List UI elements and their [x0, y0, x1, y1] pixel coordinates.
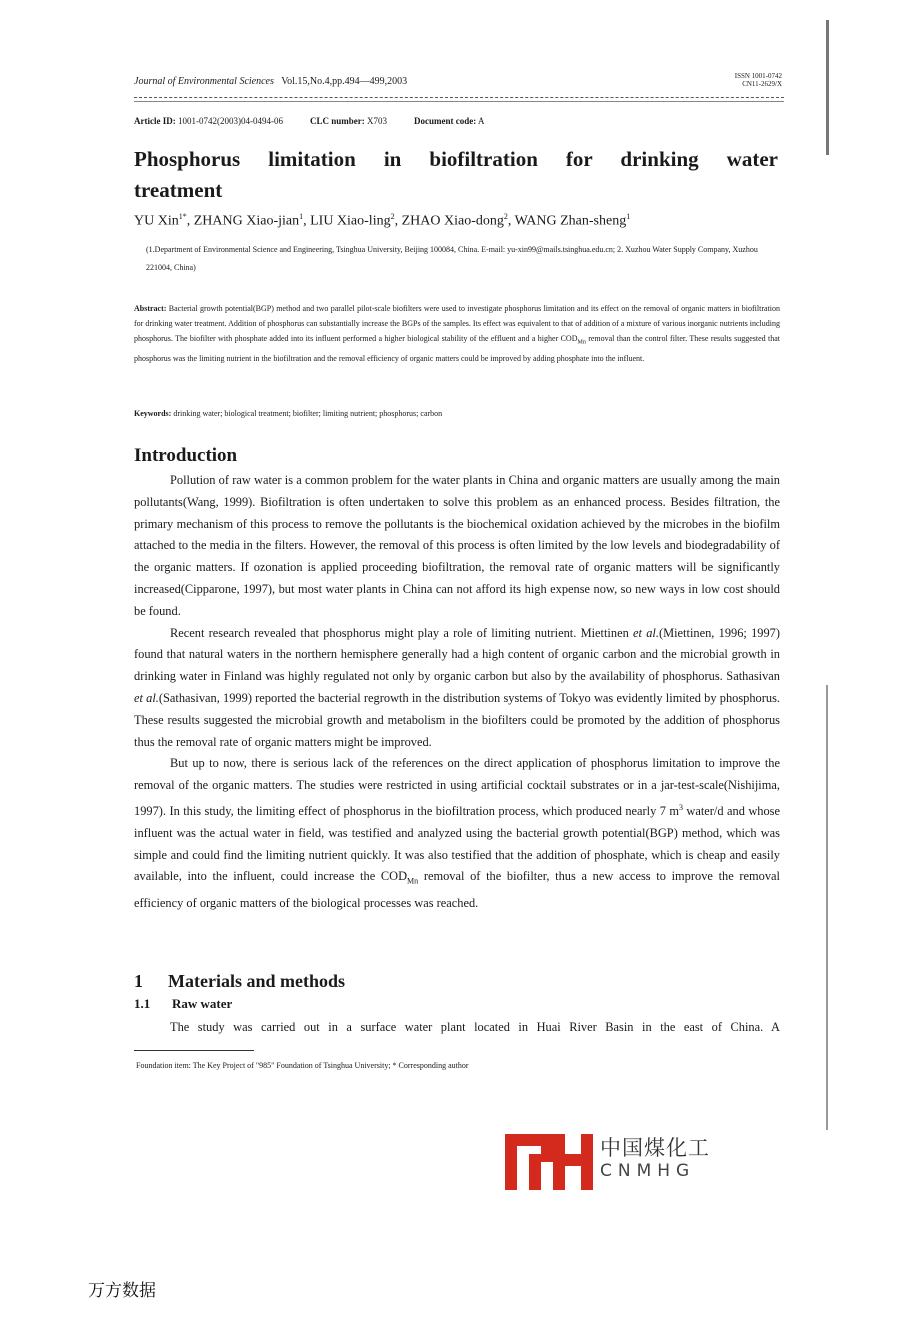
author-name: ZHANG Xiao-jian — [193, 213, 300, 229]
header-rule — [134, 97, 784, 98]
author-sup: 2 — [390, 212, 395, 221]
footnote-rule — [134, 1050, 254, 1051]
p2-etal-2: et al. — [134, 690, 159, 705]
article-id-label: Article ID: — [134, 116, 176, 126]
author-sup: 2 — [503, 212, 508, 221]
author-name: YU Xin — [134, 213, 179, 229]
author-name: ZHAO Xiao-dong — [401, 213, 504, 229]
author-name: WANG Zhan-sheng — [514, 213, 627, 229]
abstract-text-after: removal than the control filter. These results suggested that phosphorus was the limiting nutrient in the biofiltration and the removal efficiency of organic matters could be improved by adding phosphate into the influent. — [134, 334, 780, 363]
journal-name: Journal of Environmental Sciences — [134, 76, 274, 87]
introduction-heading: Introduction — [134, 445, 238, 466]
doc-code-label: Document code: — [414, 116, 477, 126]
scan-margin-mark — [826, 685, 828, 1130]
article-ids — [134, 116, 485, 126]
p2-etal-1: et al. — [633, 625, 659, 640]
p3-part-a: But up to now, there is serious lack of the references on the direct application of phosphorus limitation to improve the removal of the organic matters. The studies were restricted in using artificial cocktail substrates or in a jar-test-scale(Nishijima, 1997). In this study, the limiting effect of phosphorus in the biofiltration process, which produced nearly 7 m — [134, 756, 780, 819]
keywords-text: drinking water; biological treatment; biofilter; limiting nutrient; phosphorus; carbon — [173, 409, 443, 418]
keywords-label: Keywords: — [134, 409, 172, 418]
abstract-text: Bacterial growth potential(BGP) method and two parallel pilot-scale biofilters were used to investigate phosphorus limitation and its effect on the removal of organic matters in biofiltration for drinking water treatment. Addition of phosphorus can substantially increase the BGPs of the samples. Its effect was equivalent to that of addition of a mixture of various inorganic nutrients including phosphorus. The biofilter with phosphate added into its influent performed a higher biological stability of the effluent and a higher COD — [134, 304, 781, 343]
p3-part-b: water/d and whose influent was the actual water in field, was testified and analyzed using the bacterial growth potential(BGP) method, which was simple and could find the limiting nutrient quickly. It was also testified that the addition of phosphate, which is cheap and easily available, into the influent, could increase the COD — [134, 804, 780, 884]
keywords — [134, 409, 442, 418]
footnote: Foundation item: The Key Project of "985" Foundation of Tsinghua University; * Corresponding author — [136, 1061, 469, 1070]
paragraph-2 — [134, 623, 780, 754]
journal-header — [134, 76, 407, 87]
author-sup: 1* — [178, 212, 187, 221]
introduction-body — [134, 470, 780, 915]
section-1-1-heading — [134, 996, 232, 1012]
article-id: 1001-0742(2003)04-0494-06 — [177, 116, 283, 126]
abstract-label: Abstract: — [134, 304, 167, 313]
p3-sup: 3 — [678, 802, 683, 812]
logo-chinese-text: 中国煤化工 — [600, 1136, 710, 1160]
paragraph-1: Pollution of raw water is a common problem for the water plants in China and organic matters are usually among the main pollutants(Wang, 1999). Biofiltration is often undertaken to solve this problem as an enhanced process. Besides filtration, the primary mechanism of this process to remove the pollutants is the biochemical oxidation achieved by the microbes in the biofilm attached to the media in the filters. However, the removal of this process is often limited by the low levels and biodegradability of the organic matters. If ozonation is applied proceeding biofiltration, the removal rate of organic matters will be significantly increased(Cipparone, 1997), but most water plants in China can not afford its high expense now, so new ways in low cost should be found. — [134, 473, 780, 618]
section-1-number: 1 — [134, 971, 143, 991]
affiliation: (1.Department of Environmental Science and Engineering, Tsinghua University, Beijing 100084, China. E-mail: yu-xin99@mails.tsinghua.edu.cn; 2. Xuzhou Water Supply Company, Xuzhou 221004, China) — [146, 245, 758, 272]
header-rule-2 — [134, 101, 784, 102]
raw-water-paragraph — [134, 1020, 780, 1035]
p3-part-c: removal of the biofilter, thus a new access to improve the removal efficiency of organic matters of the biological processes was reached. — [134, 869, 780, 910]
wanfang-watermark: 万方数据 — [88, 1281, 156, 1301]
section-1-heading — [134, 971, 345, 992]
logo-english-text: CNMHG — [600, 1161, 696, 1181]
section-1-1-number: 1.1 — [134, 996, 151, 1011]
author-list: YU Xin$^{1*}$, ZHANG Xiao-jian$^1$, LIU Xiao-ling$^2$, ZHAO Xiao-dong$^2$, WANG Zhan-sheng$^1$ — [134, 212, 631, 229]
scan-margin-mark — [826, 20, 829, 155]
issn: ISSN 1001-0742 — [734, 72, 782, 80]
p2-part-c: (Sathasivan, 1999) reported the bacterial regrowth in the distribution systems of Tokyo was evidently limited by phosphorus. These results suggested the microbial growth and metabolism in the biofilters could be promoted by the addition of phosphorus thus the removal rate of organic matters might be improved. — [134, 690, 780, 749]
section-1-1-title: Raw water — [172, 996, 233, 1011]
abstract-subscript: Mn — [577, 339, 586, 346]
doc-code: A — [478, 116, 485, 126]
volume-info: Vol.15,No.4,pp.494—499,2003 — [281, 76, 408, 87]
paragraph-3 — [134, 753, 780, 914]
cn-number: CN11-2629/X — [742, 80, 782, 88]
abstract — [134, 301, 780, 366]
p2-part-a: Recent research revealed that phosphorus might play a role of limiting nutrient. Miettinen — [170, 625, 634, 640]
p2-part-b: (Miettinen, 1996; 1997) found that natural waters in the northern hemisphere generally had a high content of organic carbon and the microbial growth in drinking water in Finland was highly regulated not only by organic carbon but also by the availability of phosphorus. Sathasivan — [134, 625, 781, 684]
issn-block — [716, 72, 782, 88]
clc-label: CLC number: — [309, 116, 365, 126]
author-sup: 1 — [626, 212, 631, 221]
section-1-title: Materials and methods — [168, 971, 345, 991]
paper-title: Phosphorus limitation in biofiltration for drinking water treatment — [134, 147, 778, 202]
clc-number: X703 — [367, 116, 387, 126]
p3-sub: Mn — [407, 876, 419, 886]
author-name: LIU Xiao-ling — [310, 213, 391, 229]
author-sup: 1 — [299, 212, 304, 221]
raw-water-text: The study was carried out in a surface water plant located in Huai River Basin in the east of China. A — [170, 1020, 780, 1034]
